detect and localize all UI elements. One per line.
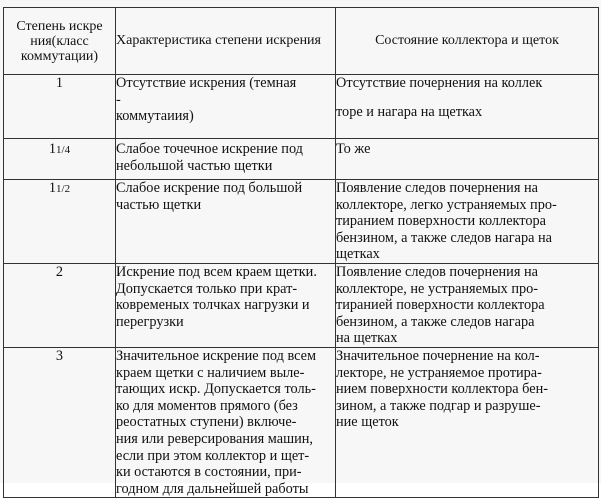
characteristic-cell: Значительное искрение под всем краем щетки с наличием выле- тающих искр. Допускается толь- ко для моментов прямого (без реостатных ступени) включе- ния или реверсирования машин, если при этом коллектор и щет- ки остаются в состоянии, при- годном для дальнейшей работы <box>116 347 336 497</box>
header-state: Состояние коллектора и щеток <box>336 8 599 75</box>
table-row <box>4 263 599 347</box>
table-row <box>4 180 599 264</box>
characteristic-cell: Искрение под всем краем щетки. Допускается только при крат- ковременых толчках нагрузки и перегрузки <box>116 263 336 347</box>
degree-cell: 11/4 <box>4 139 116 180</box>
degree-cell: 11/2 <box>4 180 116 264</box>
sparking-degree-table <box>3 7 599 498</box>
characteristic-cell: Слабое искрение под большой частью щетки <box>116 180 336 264</box>
state-cell: Появление следов почернения на коллекторе, легко устраняемых про- тиранием поверхности коллектора бензином, а также следов нагара на щетках <box>336 180 599 264</box>
characteristic-cell: Отсутствие искрения (темная - коммутаиия) <box>116 75 336 139</box>
table-row <box>4 347 599 497</box>
characteristic-cell: Слабое точечное искрение под небольшой частью щетки <box>116 139 336 180</box>
table-row <box>4 139 599 180</box>
degree-cell: 1 <box>4 75 116 139</box>
header-characteristic: Характеристика степени искрения <box>116 8 336 75</box>
degree-cell: 2 <box>4 263 116 347</box>
cut-off-heading <box>210 0 410 5</box>
state-cell: Отсутствие почернения на коллек торе и нагара на щетках <box>336 75 599 139</box>
state-cell: Значительное почернение на кол- лекторе, не устраняемое протира- нием поверхности коллектора бен- зином, а также подгар и разруше- ние щеток <box>336 347 599 497</box>
table-header-row <box>4 8 599 75</box>
header-degree: Степень искре ния(класс коммутации) <box>4 8 116 75</box>
degree-cell: 3 <box>4 347 116 497</box>
table-row <box>4 75 599 139</box>
state-cell: Появление следов почернения на коллекторе, не устраняемых про- тиранией поверхности коллектора бензином, а также следов нагара на щетках <box>336 263 599 347</box>
state-cell: То же <box>336 139 599 180</box>
